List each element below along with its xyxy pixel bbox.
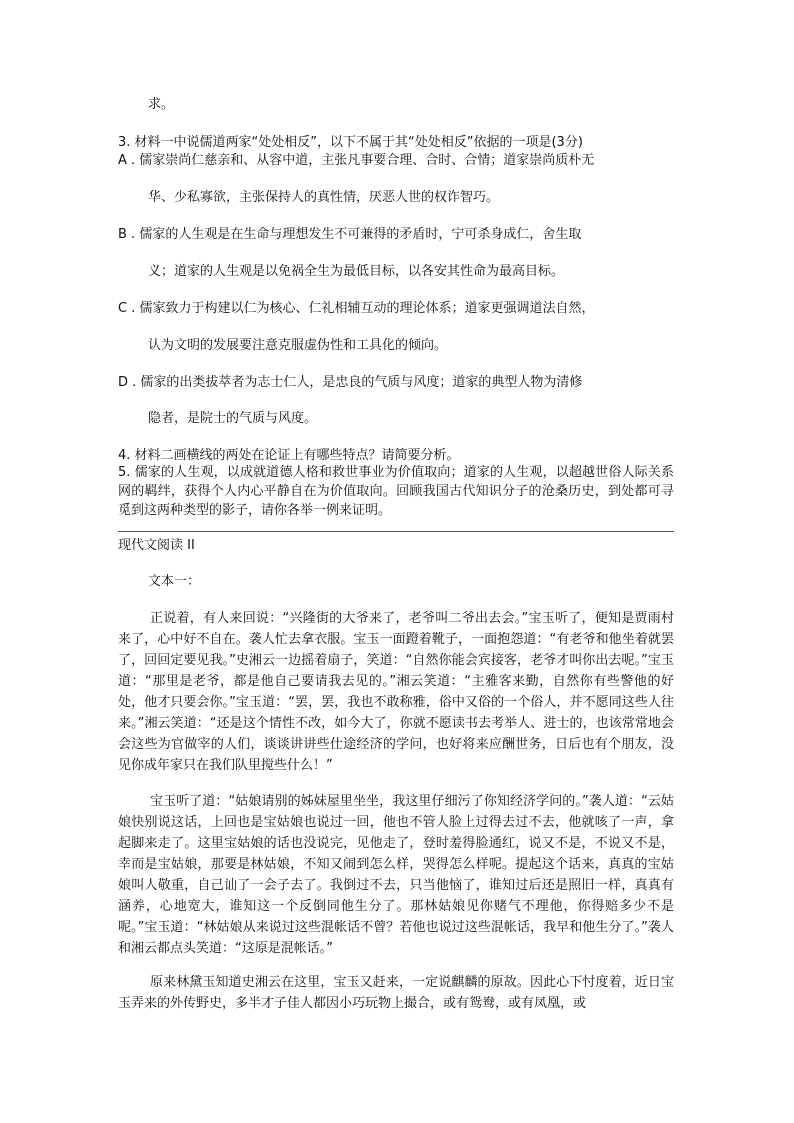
text-label: 文本一： xyxy=(148,574,201,589)
continuation-line: 求。 xyxy=(148,97,175,112)
option-d-line1: D . 儒家的出类拔萃者为志士仁人，是忠良的气质与风度；道家的典型人物为清修 xyxy=(118,375,583,390)
option-a-line2: 华、少私寡欲，主张保持人的真性情，厌恶人世的权诈智巧。 xyxy=(148,190,500,205)
option-d-line2: 隐者，是院士的气质与风度。 xyxy=(148,411,318,426)
section-divider xyxy=(118,531,674,532)
question-3-stem: 3. 材料一中说儒道两家“处处相反”，以下不属于其“处处相反”依据的一项是(3分) xyxy=(118,135,583,150)
section-title: 现代文阅读 II xyxy=(118,538,195,553)
paragraph-1: 正说着，有人来回说：“兴隆街的大爷来了，老爷叫二爷出去会。”宝玉听了，便知是贾雨村来了，心中好不自在。袭人忙去拿衣服。宝玉一面蹬着靴子，一面抱怨道：“有老爷和他坐着就罢了，回回定要见我。”史湘云一边摇着扇子，笑道：“自然你能会宾接客，老爷才叫你出去呢。”宝玉道：“那里是老爷，都是他自己要请我去见的。”湘云笑道：“主雅客来勤，自然你有些警他的好处，他才只要会你。”宝玉道：“罢，罢，我也不敢称雅，俗中又俗的一个俗人，并不愿同这些人往来。”湘云笑道：“还是这个情性不改，如今大了，你就不愿读书去考举人、进士的，也该常常地会会这些为官做宰的人们，谈谈讲讲些仕途经济的学问，也好将来应酬世务，日后也有个朋友，没见你成年家只在我们队里搅些什么！” xyxy=(118,611,674,773)
option-b-line2: 义；道家的人生观是以免祸全生为最低目标，以各安其性命为最高目标。 xyxy=(148,264,565,279)
paragraph-3: 原来林黛玉知道史湘云在这里，宝玉又赶来，一定说麒麟的原故。因此心下忖度着，近日宝玉弄来的外传野史，多半才子佳人都因小巧玩物上撮合，或有鸳鸯，或有凤凰，或 xyxy=(118,975,674,1011)
option-c-line2: 认为文明的发展要注意克服虚伪性和工具化的倾向。 xyxy=(148,338,448,353)
question-5: 5. 儒家的人生观，以成就道德人格和救世事业为价值取向；道家的人生观，以超越世俗人际关系网的羁绊，获得个人内心平静自在为价值取向。回顾我国古代知识分子的沧桑历史，到处都可寻觅到这两种类型的影子，请你各举一例来证明。 xyxy=(118,465,674,518)
option-c-line1: C . 儒家致力于构建以仁为核心、仁礼相辅互动的理论体系；道家更强调道法自然， xyxy=(118,301,595,316)
option-b-line1: B . 儒家的人生观是在生命与理想发生不可兼得的矛盾时，宁可杀身成仁，舍生取 xyxy=(118,227,582,242)
option-a-line1: A . 儒家崇尚仁慈亲和、从容中道，主张凡事要合理、合时、合情；道家崇尚质朴无 xyxy=(118,153,595,168)
question-4: 4. 材料二画横线的两处在论证上有哪些特点？请简要分析。 xyxy=(118,448,460,463)
paragraph-2: 宝玉听了道：“姑娘请别的姊妹屋里坐坐，我这里仔细污了你知经济学问的。”袭人道：“云姑娘快别说这话，上回也是宝姑娘也说过一回，他也不管人脸上过得去过不去，他就咳了一声，拿起脚来走了。这里宝姑娘的话也没说完，见他走了，登时羞得脸通红，说又不是，不说又不是，幸而是宝姑娘，那要是林姑娘，不知又闹到怎么样，哭得怎么样呢。提起这个话来，真真的宝姑娘叫人敬重，自己讪了一会子去了。我倒过不去，只当他恼了，谁知过后还是照旧一样，真真有涵养，心地宽大，谁知这一个反倒同他生分了。那林姑娘见你赌气不理他，你得赔多少不是呢。”宝玉道：“林姑娘从来说过这些混帐话不曾？若他也说过这些混帐话，我早和他生分了。”袭人和湘云都点头笑道：“这原是混帐话。” xyxy=(118,794,674,956)
